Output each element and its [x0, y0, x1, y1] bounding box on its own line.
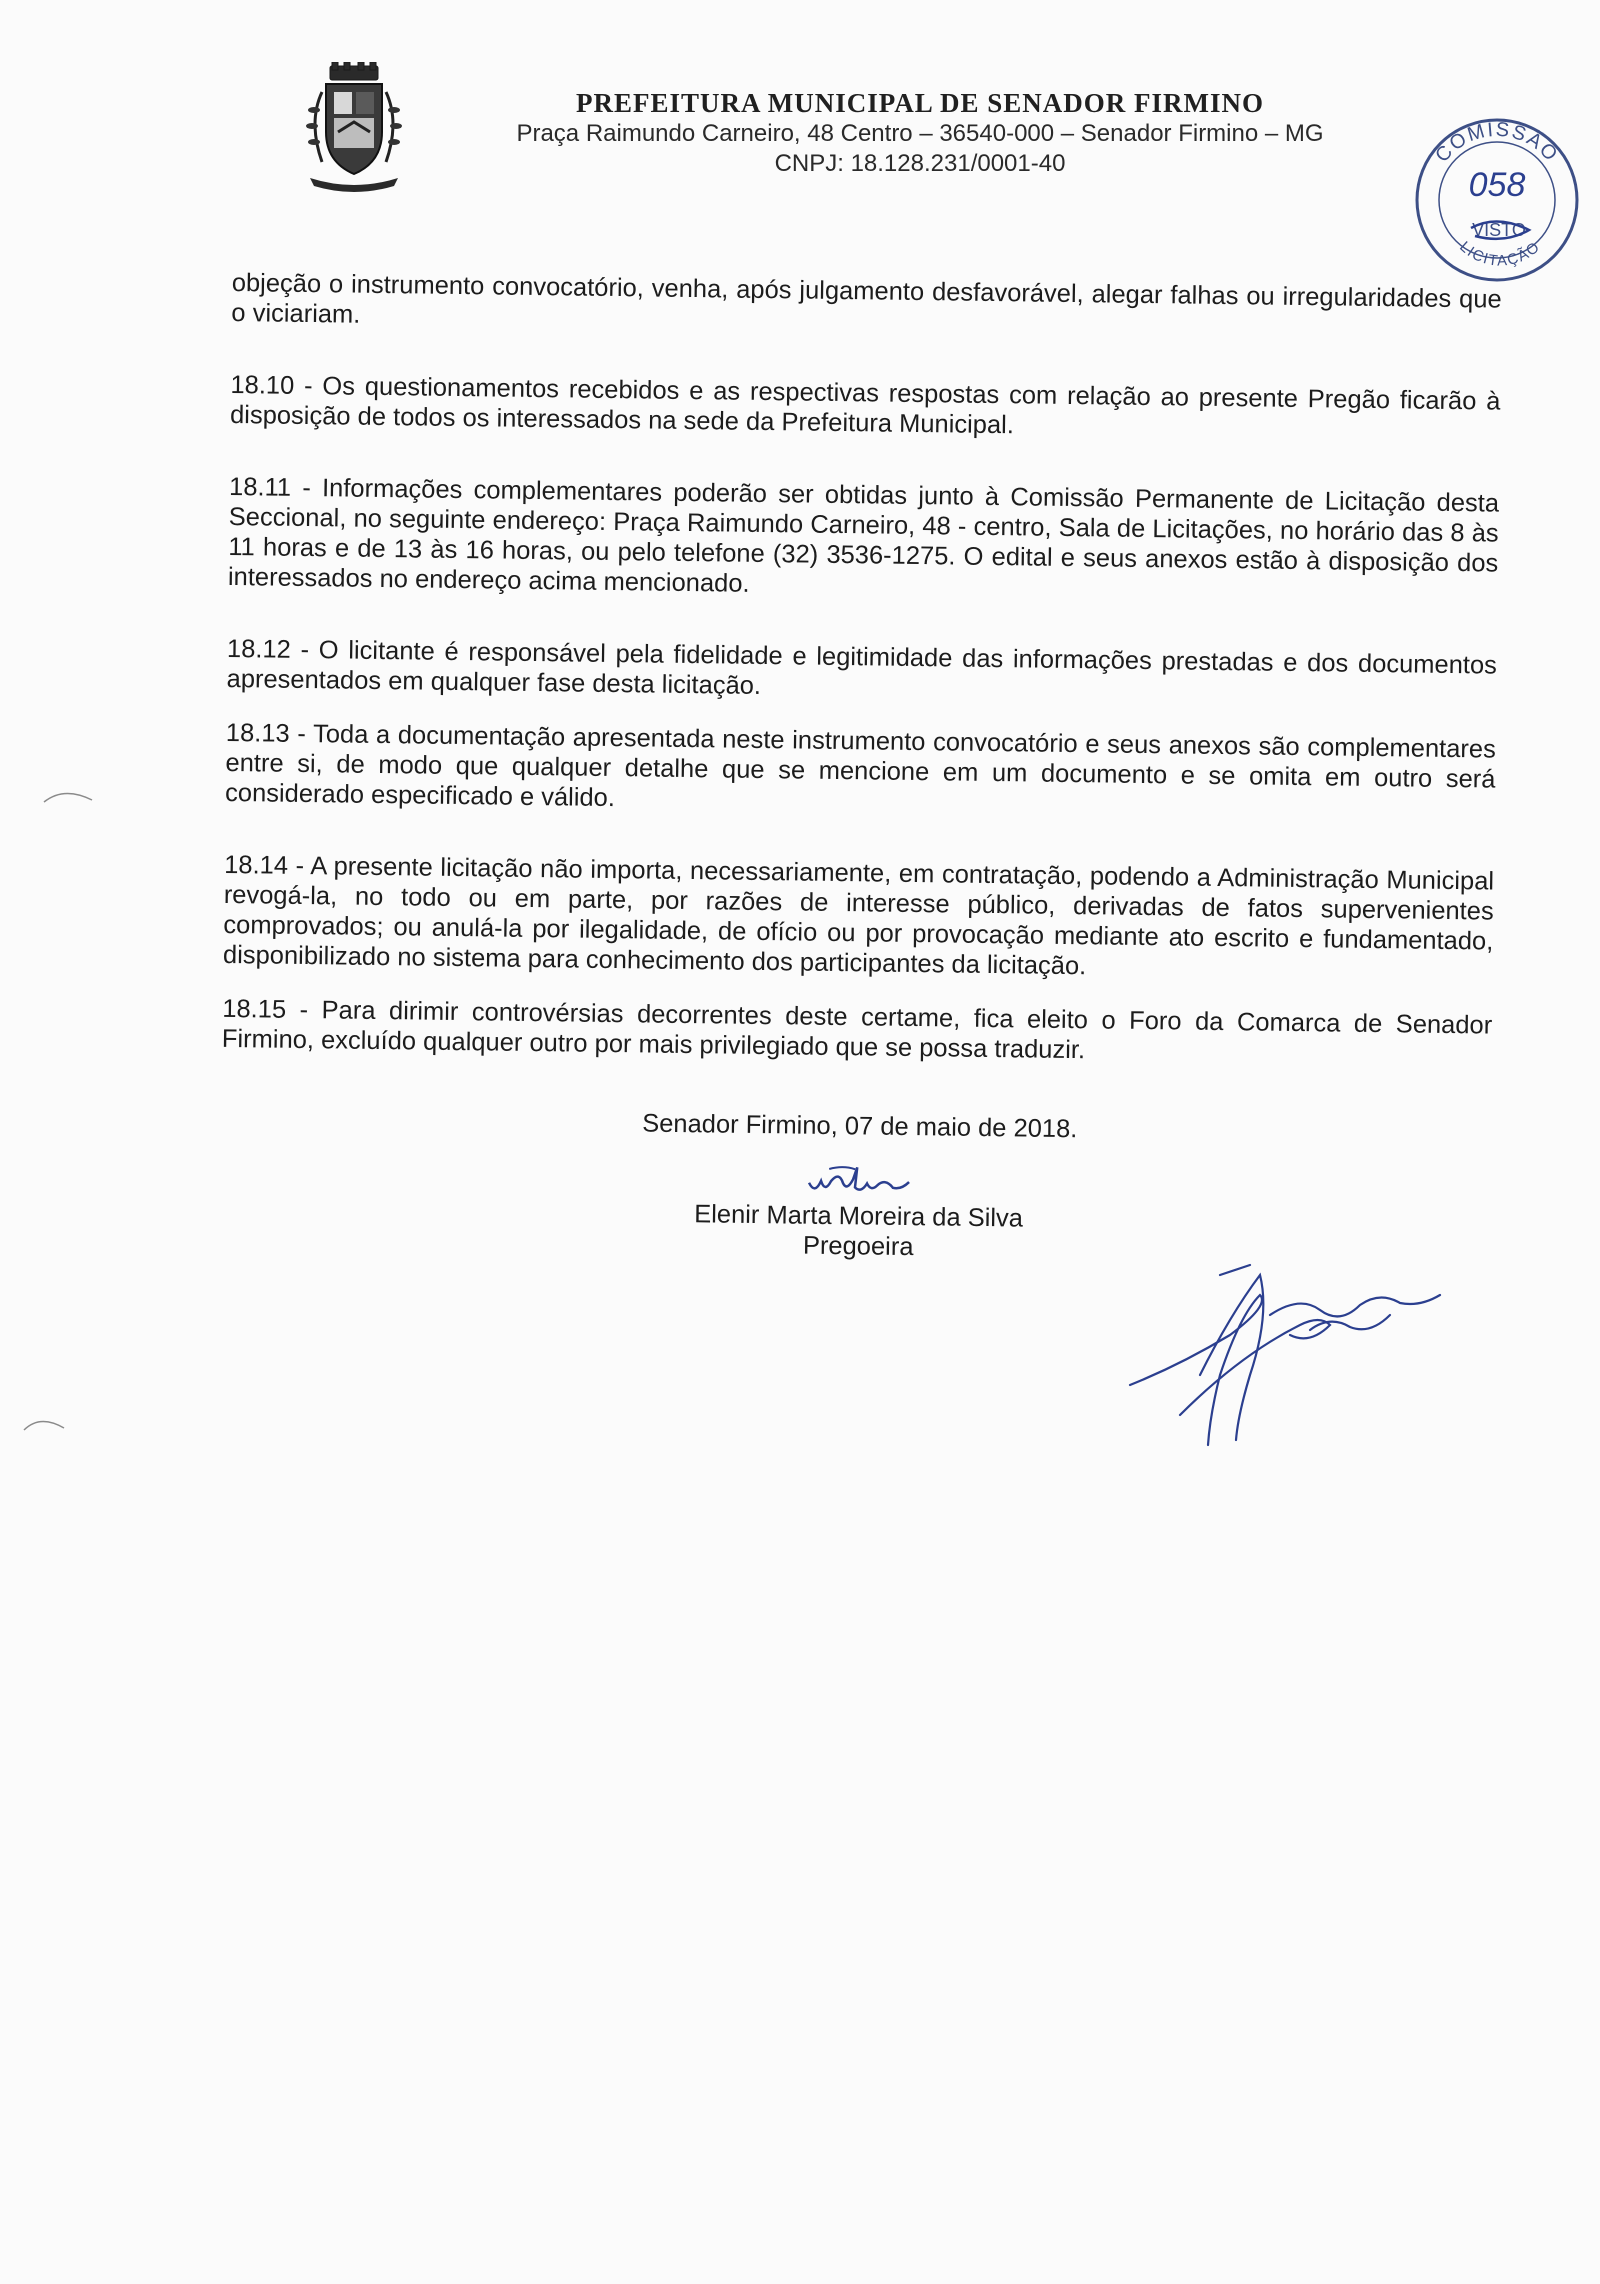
commission-seal-stamp: [1405, 108, 1590, 293]
letterhead-title: PREFEITURA MUNICIPAL DE SENADOR FIRMINO: [575, 88, 1265, 118]
letterhead-cnpj: CNPJ: 18.128.231/0001-40: [774, 150, 1066, 177]
seal-number: 058: [1468, 166, 1526, 204]
paragraph-18-15: 18.15 - Para dirimir controvérsias decorrentes deste certame, fica eleito o Foro da Comarca de Senador Firmino, excluído qualquer outro por mais privilegiado que se possa traduzir.: [221, 994, 1493, 1065]
seal-middle-text: VISTO: [1472, 220, 1526, 240]
letterhead: [430, 88, 1410, 179]
signatory-name: Elenir Marta Moreira da Silva: [694, 1200, 1024, 1233]
municipal-crest-icon: [302, 62, 406, 194]
seal-bottom-text: LICITAÇÃO: [1456, 238, 1544, 270]
scan-mark: [40, 780, 100, 810]
paragraph-18-12: 18.12 - O licitante é responsável pela fidelidade e legitimidade das informações prestadas e dos documentos apresentados em qualquer fase desta licitação.: [226, 634, 1498, 700]
document-body: [221, 268, 1502, 1113]
paragraph-18-11: 18.11 - Informações complementares poderão ser obtidas junto à Comissão Permanente de Licitação desta Seccional, no seguinte endereço: Praça Raimundo Carneiro, 48 - centro, Sala de Licitações, no horário das 8 às 11 horas e de 13 às 16 horas, ou pelo telefone (32) 3536-1275. O edital e seus anexos estão à disposição dos interessados no endereço acima mencionado.: [227, 472, 1500, 598]
paragraph-18-10: 18.10 - Os questionamentos recebidos e as respectivas respostas com relação ao presente Pregão ficarão à disposição de todos os interessados na sede da Prefeitura Municipal.: [229, 370, 1501, 440]
place-date: Senador Firmino, 07 de maio de 2018.: [642, 1109, 1078, 1144]
signature-block: [598, 1108, 1120, 1265]
letterhead-address: Praça Raimundo Carneiro, 48 Centro – 36540-000 – Senador Firmino – MG: [516, 120, 1324, 147]
seal-top-text: COMISSÃO: [1431, 118, 1563, 167]
paragraph-18-13: 18.13 - Toda a documentação apresentada neste instrumento convocatório e seus anexos são complementares entre si, de modo que qualquer detalhe que se mencione em um documento e se omita em outro será considerado especificado e válido.: [224, 718, 1496, 813]
handwritten-initials: [769, 1156, 950, 1202]
scan-mark: [20, 1410, 70, 1440]
handwritten-signature: [1120, 1255, 1450, 1455]
paragraph-continuation: objeção o instrumento convocatório, venha, após julgamento desfavorável, alegar falhas ou irregularidades que o viciariam.: [231, 268, 1502, 329]
signatory-role: Pregoeira: [802, 1231, 914, 1262]
paragraph-18-14: 18.14 - A presente licitação não importa, necessariamente, em contratação, podendo a Administração Municipal revogá-la, no todo ou em parte, por razões de interesse público, derivadas de fatos supervenientes comprovados; ou anulá-la por ilegalidade, de ofício ou por provocação mediante ato escrito e fundamentado, disponibilizado no sistema para conhecimento dos participantes da licitação.: [222, 850, 1495, 981]
